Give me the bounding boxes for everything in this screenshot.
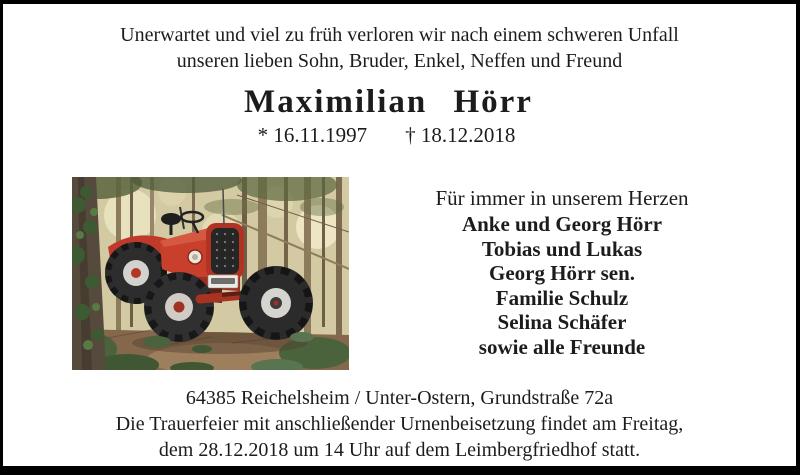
death-date: † 18.12.2018 xyxy=(405,123,516,147)
mourner-line: Tobias und Lukas xyxy=(481,236,643,261)
mourner-line: Selina Schäfer xyxy=(497,310,627,334)
tractor-photo-illustration xyxy=(72,177,349,370)
intro-line-2: unseren lieben Sohn, Bruder, Enkel, Neffen und Freund xyxy=(176,50,623,72)
address-line: 64385 Reichelsheim / Unter-Ostern, Grundstraße 72a xyxy=(185,387,614,409)
funeral-details xyxy=(3,385,796,463)
funeral-line-2: dem 28.12.2018 um 14 Uhr auf dem Leimbergfriedhof statt. xyxy=(158,439,641,461)
tractor-grille xyxy=(206,223,244,279)
license-plate xyxy=(208,275,238,288)
deceased-name: Maximilian Hörr xyxy=(244,84,533,120)
funeral-line-1: Die Trauerfeier mit anschließender Urnenbeisetzung findet am Freitag, xyxy=(115,413,684,435)
birth-date: * 16.11.1997 xyxy=(257,123,368,147)
mourner-line: Georg Hörr sen. xyxy=(489,261,635,285)
condolence-block xyxy=(352,186,772,359)
mourner-line: Anke und Georg Hörr xyxy=(461,212,663,236)
life-dates xyxy=(3,123,796,147)
mourner-line: sowie alle Freunde xyxy=(478,334,646,359)
tractor-front-left-wheel xyxy=(144,272,214,342)
intro-line-1: Unerwartet und viel zu früh verloren wir nach einem schweren Unfall xyxy=(120,24,679,46)
memorial-photo xyxy=(72,177,349,370)
tribute-line: Für immer in unserem Herzen xyxy=(435,186,689,210)
tractor-headlight xyxy=(188,250,202,264)
mourner-line: Familie Schulz xyxy=(495,285,629,310)
tractor-front-right-wheel xyxy=(239,266,313,340)
intro-text xyxy=(3,22,796,74)
